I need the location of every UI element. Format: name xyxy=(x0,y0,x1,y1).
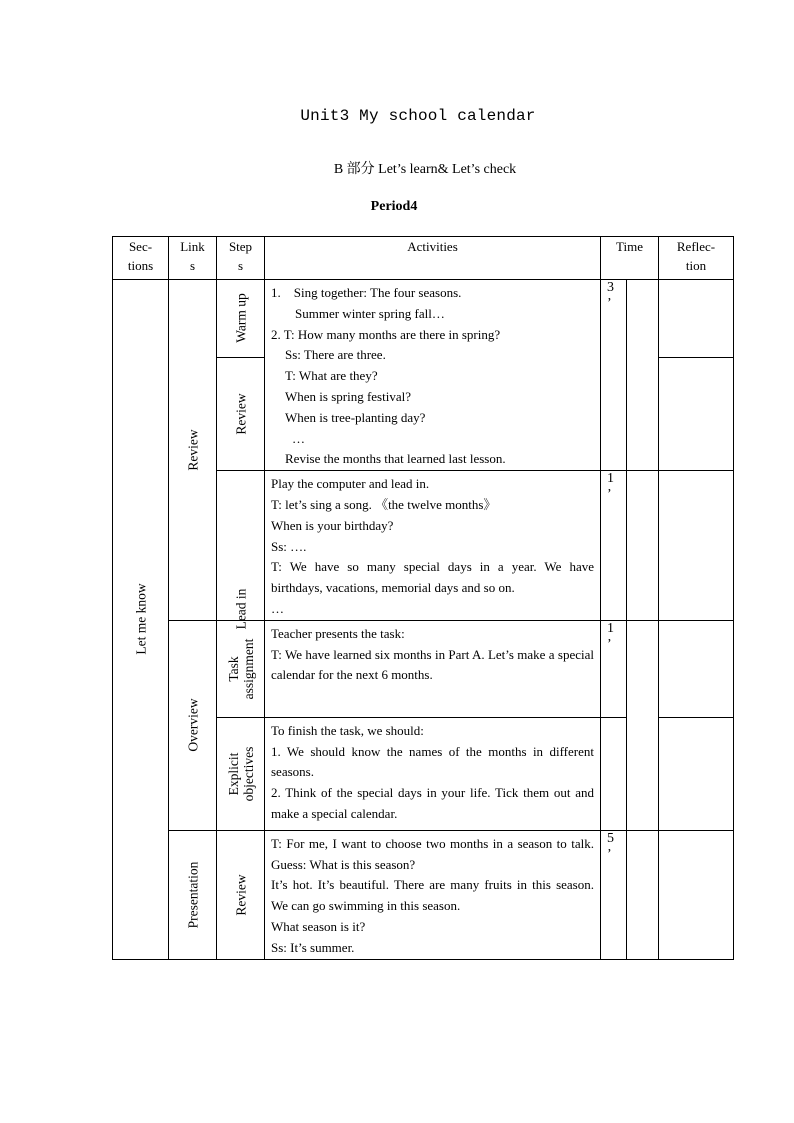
step-objectives-label: Explicit objectives xyxy=(225,746,256,802)
step-warm-up-cell xyxy=(217,280,265,358)
reflection-cell xyxy=(659,830,734,959)
step-objectives-cell xyxy=(217,717,265,830)
link-review-label: Review xyxy=(185,429,200,471)
step-review2-cell xyxy=(217,830,265,959)
time-objectives xyxy=(601,717,627,830)
activity-line: 1. We should know the names of the months in different seasons. xyxy=(271,743,594,780)
activity-line: When is tree-planting day? xyxy=(285,409,426,425)
activity-line: Ss: It’s summer. xyxy=(271,939,355,955)
activity-line: 1. Sing together: The four seasons. xyxy=(271,285,462,300)
activity-line: When is your birthday? xyxy=(271,517,394,533)
step-lead-in-cell xyxy=(217,471,265,630)
time-spare-cell xyxy=(627,280,659,471)
time-spare-cell xyxy=(627,620,659,830)
step-review-cell xyxy=(217,357,265,470)
activities-presentation xyxy=(265,830,601,959)
document-subtitle: B 部分 Let’s learn& Let’s check xyxy=(333,162,517,177)
activity-line: 2. Think of the special days in your life. Tick them out and make a special calendar. xyxy=(271,785,594,821)
activity-line: Revise the months that learned last lesson. xyxy=(285,451,506,467)
activities-task xyxy=(265,620,601,717)
activity-line: … xyxy=(271,600,284,616)
step-warm-up-label: Warm up xyxy=(233,293,248,344)
row-presentation xyxy=(113,830,734,959)
activity-line: T: We have so many special days in a year. We have birthdays, vacations, memorial days and so on. xyxy=(271,559,594,596)
step-lead-in-label: Lead in xyxy=(233,588,248,630)
header-activities: Activities xyxy=(265,237,601,280)
reflection-cell xyxy=(659,620,734,717)
header-row xyxy=(113,237,734,280)
step-review2-label: Review xyxy=(233,874,248,916)
section-label: Let me know xyxy=(133,583,148,655)
link-overview-label: Overview xyxy=(185,698,200,752)
step-task-cell xyxy=(217,620,265,717)
activity-line: It’s hot. It’s beautiful. There are many fruits in this season. We can go swimming in this season. xyxy=(271,877,594,914)
reflection-cell xyxy=(659,471,734,621)
header-links: Link s xyxy=(169,237,217,280)
activity-line: Ss: …. xyxy=(271,538,307,554)
time-warm-up: 3 ’ xyxy=(601,280,627,471)
activity-line: … xyxy=(292,430,305,446)
section-cell xyxy=(113,280,169,960)
activity-line: T: We have learned six months in Part A. Let’s make a special calendar for the next 6 months. xyxy=(271,646,594,683)
reflection-cell xyxy=(659,357,734,470)
activities-lead-in xyxy=(265,471,601,621)
link-presentation-cell xyxy=(169,830,217,959)
time-presentation: 5 ’ xyxy=(601,830,627,959)
header-steps: Step s xyxy=(217,237,265,280)
row-warm-up xyxy=(113,280,734,358)
activity-line: Teacher presents the task: xyxy=(271,625,405,641)
step-review-label: Review xyxy=(233,393,248,435)
activity-line: To finish the task, we should: xyxy=(271,722,424,738)
activities-objectives xyxy=(265,717,601,830)
period-label: Period4 xyxy=(370,199,418,214)
activity-line: What season is it? xyxy=(271,918,366,934)
reflection-cell xyxy=(659,717,734,830)
row-task-assignment xyxy=(113,620,734,717)
activity-line: T: For me, I want to choose two months in a season to talk. Guess: What is this season? xyxy=(271,835,594,872)
activity-line: When is spring festival? xyxy=(285,388,411,404)
activity-line: Play the computer and lead in. xyxy=(271,476,430,492)
document-title: Unit3 My school calendar xyxy=(300,107,536,125)
activities-warmup-review xyxy=(265,280,601,471)
time-spare-cell xyxy=(627,471,659,621)
header-sections: Sec- tions xyxy=(113,237,169,280)
reflection-cell xyxy=(659,280,734,358)
time-lead-in: 1 ’ xyxy=(601,471,627,621)
header-reflection: Reflec- tion xyxy=(659,237,734,280)
activity-line: 2. T: How many months are there in spring? xyxy=(271,326,501,342)
link-overview-cell xyxy=(169,620,217,830)
time-spare-cell xyxy=(627,830,659,959)
header-time: Time xyxy=(601,237,659,280)
step-task-label: Task assignment xyxy=(225,638,256,700)
activity-line: Ss: There are three. xyxy=(285,347,386,363)
time-task: 1 ’ xyxy=(601,620,627,717)
link-presentation-label: Presentation xyxy=(185,861,200,929)
activity-line: T: let’s sing a song. 《the twelve months》 xyxy=(271,496,497,512)
lesson-plan-table xyxy=(112,236,734,960)
activity-line: T: What are they? xyxy=(285,368,378,384)
activity-line: Summer winter spring fall… xyxy=(295,305,445,321)
link-review-cell xyxy=(169,280,217,621)
